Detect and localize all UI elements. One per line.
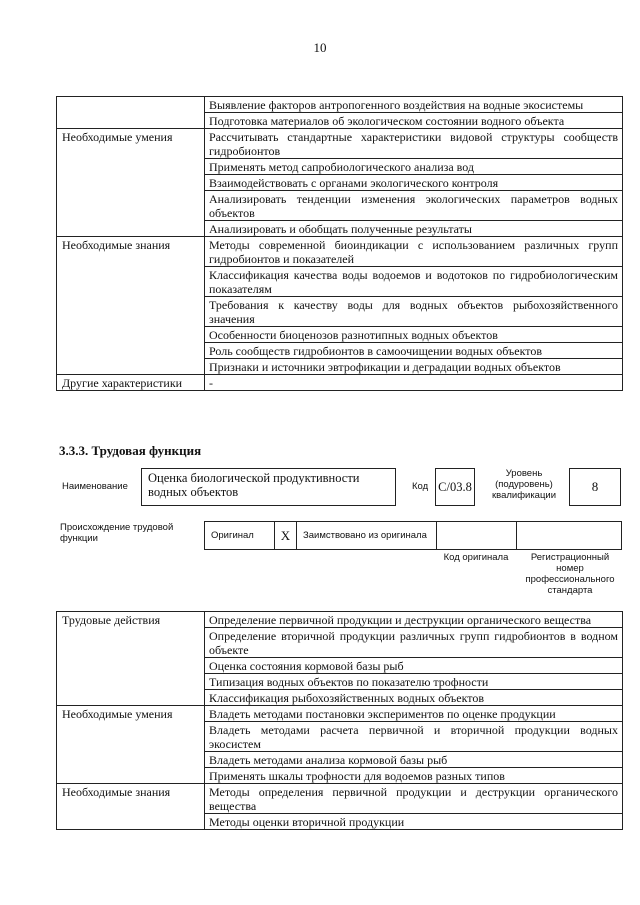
row-text: Требования к качеству воды для водных объектов рыбохозяйственного значения	[205, 297, 623, 327]
row-text: Оценка состояния кормовой базы рыб	[205, 658, 623, 674]
row-text: -	[205, 375, 623, 391]
requirements-table-top	[56, 96, 623, 391]
row-text: Типизация водных объектов по показателю трофности	[205, 674, 623, 690]
row-label: Другие характеристики	[57, 375, 205, 391]
table-row	[57, 375, 623, 391]
name-label: Наименование	[62, 481, 128, 492]
level-label: Уровень (подуровень) квалификации	[491, 468, 557, 501]
origin-row	[204, 521, 622, 550]
row-text: Владеть методами анализа кормовой базы рыб	[205, 752, 623, 768]
table-row	[57, 706, 623, 722]
row-label: Необходимые умения	[57, 706, 205, 784]
table-row	[57, 612, 623, 628]
code-value: C/03.8	[435, 468, 475, 506]
row-label: Необходимые знания	[57, 237, 205, 375]
row-text: Владеть методами постановки экспериментов по оценке продукции	[205, 706, 623, 722]
row-text: Методы оценки вторичной продукции	[205, 814, 623, 830]
reg-number-label: Регистрационный номер профессионального стандарта	[525, 552, 615, 596]
row-text: Особенности биоценозов разнотипных водных объектов	[205, 327, 623, 343]
row-label: Необходимые знания	[57, 784, 205, 830]
row-text: Признаки и источники эвтрофикации и деградации водных объектов	[205, 359, 623, 375]
page-number: 10	[313, 40, 327, 55]
table-row	[57, 784, 623, 814]
row-text: Классификация рыбохозяйственных водных объектов	[205, 690, 623, 706]
row-text: Владеть методами расчета первичной и вторичной продукции водных экосистем	[205, 722, 623, 752]
orig-code-cell	[436, 521, 516, 550]
row-text: Анализировать и обобщать полученные результаты	[205, 221, 623, 237]
original-mark: X	[274, 521, 296, 550]
row-text: Рассчитывать стандартные характеристики видовой структуры сообществ гидробионтов	[205, 129, 623, 159]
row-text: Взаимодействовать с органами экологического контроля	[205, 175, 623, 191]
row-label	[57, 97, 205, 129]
table-row	[57, 129, 623, 159]
reg-number-cell	[516, 521, 622, 550]
row-text: Классификация качества воды водоемов и водотоков по гидробиологическим показателям	[205, 267, 623, 297]
code-label: Код	[412, 481, 429, 492]
row-text: Роль сообществ гидробионтов в самоочищении водных объектов	[205, 343, 623, 359]
function-name-box: Оценка биологической продуктивности водных объектов	[141, 468, 396, 506]
row-label: Трудовые действия	[57, 612, 205, 706]
row-text: Выявление факторов антропогенного воздействия на водные экосистемы	[205, 97, 623, 113]
row-text: Анализировать тенденции изменения экологических параметров водных объектов	[205, 191, 623, 221]
requirements-table-bottom	[56, 611, 623, 830]
original-label: Оригинал	[204, 521, 274, 550]
borrowed-label: Заимствовано из оригинала	[296, 521, 436, 550]
origin-label: Происхождение трудовой функции	[60, 522, 174, 544]
orig-code-label: Код оригинала	[443, 552, 509, 563]
row-text: Определение вторичной продукции различных групп гидробионтов в водном объекте	[205, 628, 623, 658]
table-row	[57, 97, 623, 113]
level-value: 8	[569, 468, 621, 506]
section-title: 3.3.3. Трудовая функция	[59, 443, 202, 458]
row-text: Применять метод сапробиологического анализа вод	[205, 159, 623, 175]
row-text: Методы современной биоиндикации с использованием различных групп гидробионтов и показателей	[205, 237, 623, 267]
row-label: Необходимые умения	[57, 129, 205, 237]
row-text: Методы определения первичной продукции и деструкции органического вещества	[205, 784, 623, 814]
row-text: Подготовка материалов об экологическом состоянии водного объекта	[205, 113, 623, 129]
table-row	[57, 237, 623, 267]
row-text: Применять шкалы трофности для водоемов разных типов	[205, 768, 623, 784]
row-text: Определение первичной продукции и деструкции органического вещества	[205, 612, 623, 628]
